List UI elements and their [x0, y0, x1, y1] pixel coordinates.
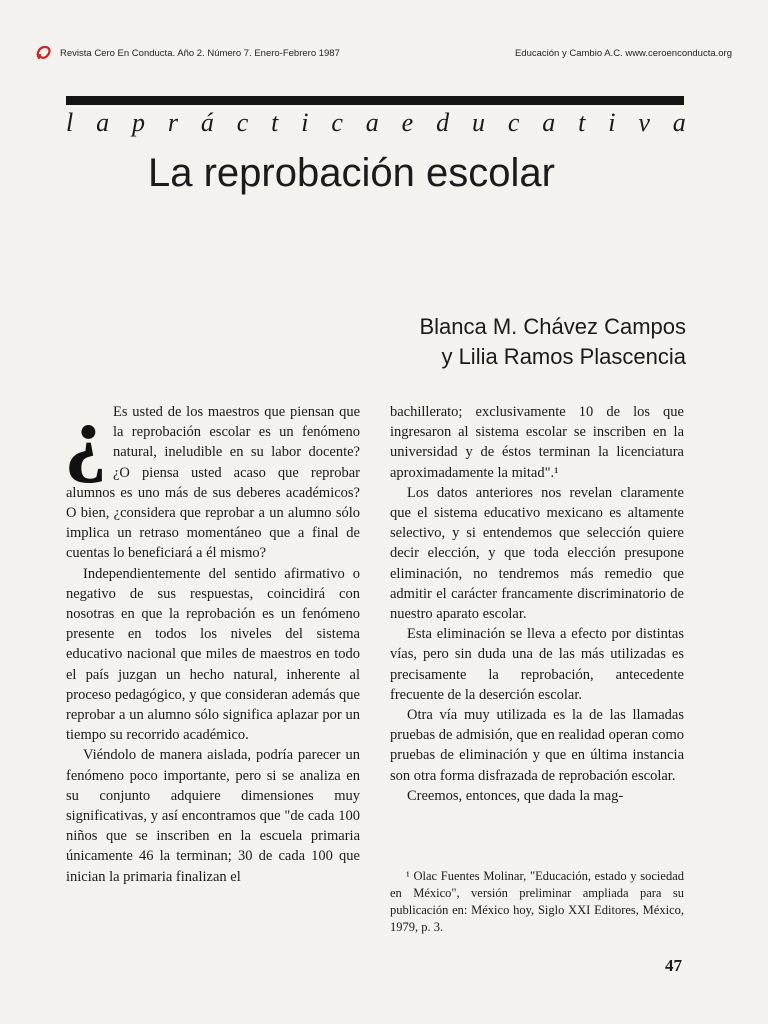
section-letter: a [365, 108, 379, 137]
running-header [36, 46, 732, 62]
drop-cap: ¿ [64, 388, 107, 484]
footnote-text: ¹ Olac Fuentes Molinar, "Educación, estado y sociedad en México", versión preliminar ampliada para su publicación en: México hoy, Siglo XXI Editores, México, 1979, p. 3. [390, 869, 684, 934]
paragraph: Esta eliminación se lleva a efecto por distintas vías, pero sin duda una de las más utilizadas es precisamente la reprobación, antecedente frecuente de la deserción escolar. [390, 626, 684, 703]
section-letter: r [167, 108, 178, 137]
section-letter: á [200, 108, 214, 137]
paragraph: Independientemente del sentido afirmativo o negativo de sus respuestas, coincidirá con nosotras en que la reprobación es un fenómeno presente en todos los niveles del sistema educativo nacional que miles de maestros en todo el país juzgan un hecho natural, inherente al proceso pedagógico, y que consideran además que reprobar a un alumno sólo significa aplazar por un tiempo su recorrido académico. [66, 565, 360, 744]
red-swirl-logo-icon [36, 45, 52, 61]
footnote [390, 868, 684, 936]
section-letter: c [331, 108, 343, 137]
section-letter: l [66, 108, 74, 137]
section-letter: c [507, 108, 520, 137]
paragraph: Los datos anteriores nos revelan claramente que el sistema educativo mexicano es altamente selectivo, y si entendemos que selección quiere decir elección, y que toda elección presupone eliminación, no tendremos más remedio que admitir el carácter francamente discriminatorio de nuestro aparato escolar. [390, 484, 684, 623]
section-letter: d [436, 108, 450, 137]
publisher-and-url: Educación y Cambio A.C. www.ceroenconducta.org [514, 48, 732, 59]
paragraph: Viéndolo de manera aislada, podría parecer un fenómeno poco importante, pero si se analiza en su conjunto adquiere dimensiones muy significativas, y así encontramos que "de cada 100 niños que se inscriben en la escuela primaria únicamente 46 la terminan; 30 de cada 100 que inician la primaria finalizan el [66, 747, 360, 885]
author-line-2: y Lilia Ramos Plascencia [441, 344, 686, 369]
section-letter: t [578, 108, 586, 137]
left-column [64, 388, 360, 887]
section-letter: a [672, 108, 686, 137]
section-letter: p [131, 108, 145, 137]
section-letter: u [471, 108, 485, 137]
section-letter: i [608, 108, 616, 137]
section-letter: a [96, 108, 110, 137]
section-letter: t [271, 108, 279, 137]
section-rule [66, 96, 684, 105]
right-column [390, 402, 684, 806]
page-number: 47 [665, 956, 682, 975]
author-line-1: Blanca M. Chávez Campos [419, 314, 686, 339]
section-letter: e [401, 108, 414, 137]
paragraph: bachillerato; exclusivamente 10 de los que ingresaron al sistema escolar se inscriben en la universidad y de éstos terminan la licenciatura aproximadamente la mitad".¹ [390, 404, 684, 481]
journal-citation: Revista Cero En Conducta. Año 2. Número 7. Enero-Febrero 1987 [60, 48, 340, 59]
paragraph: Creemos, entonces, que dada la mag- [407, 787, 624, 804]
paragraph: ¿ Es usted de los maestros que piensan que la reprobación escolar es un fenómeno natural, ineludible en su labor docente? ¿O piensa usted acaso que reprobar alumnos es uno más de sus deberes académicos? O bien, ¿considera que reprobar a un alumno sólo implica un retraso momentáneo que a final de cuentas lo beneficiará a él mismo? [64, 388, 360, 562]
authors [419, 312, 686, 372]
section-letter: v [638, 108, 650, 137]
article-title: La reprobación escolar [148, 151, 555, 195]
section-letter: i [301, 108, 309, 137]
section-letter: a [542, 108, 556, 137]
paragraph: Otra vía muy utilizada es la de las llamadas pruebas de admisión, que en realidad operan como pruebas de eliminación y que en última instancia son otra forma disfrazada de reprobación escolar. [390, 707, 684, 784]
section-heading [66, 106, 686, 140]
section-letter: c [236, 108, 249, 137]
